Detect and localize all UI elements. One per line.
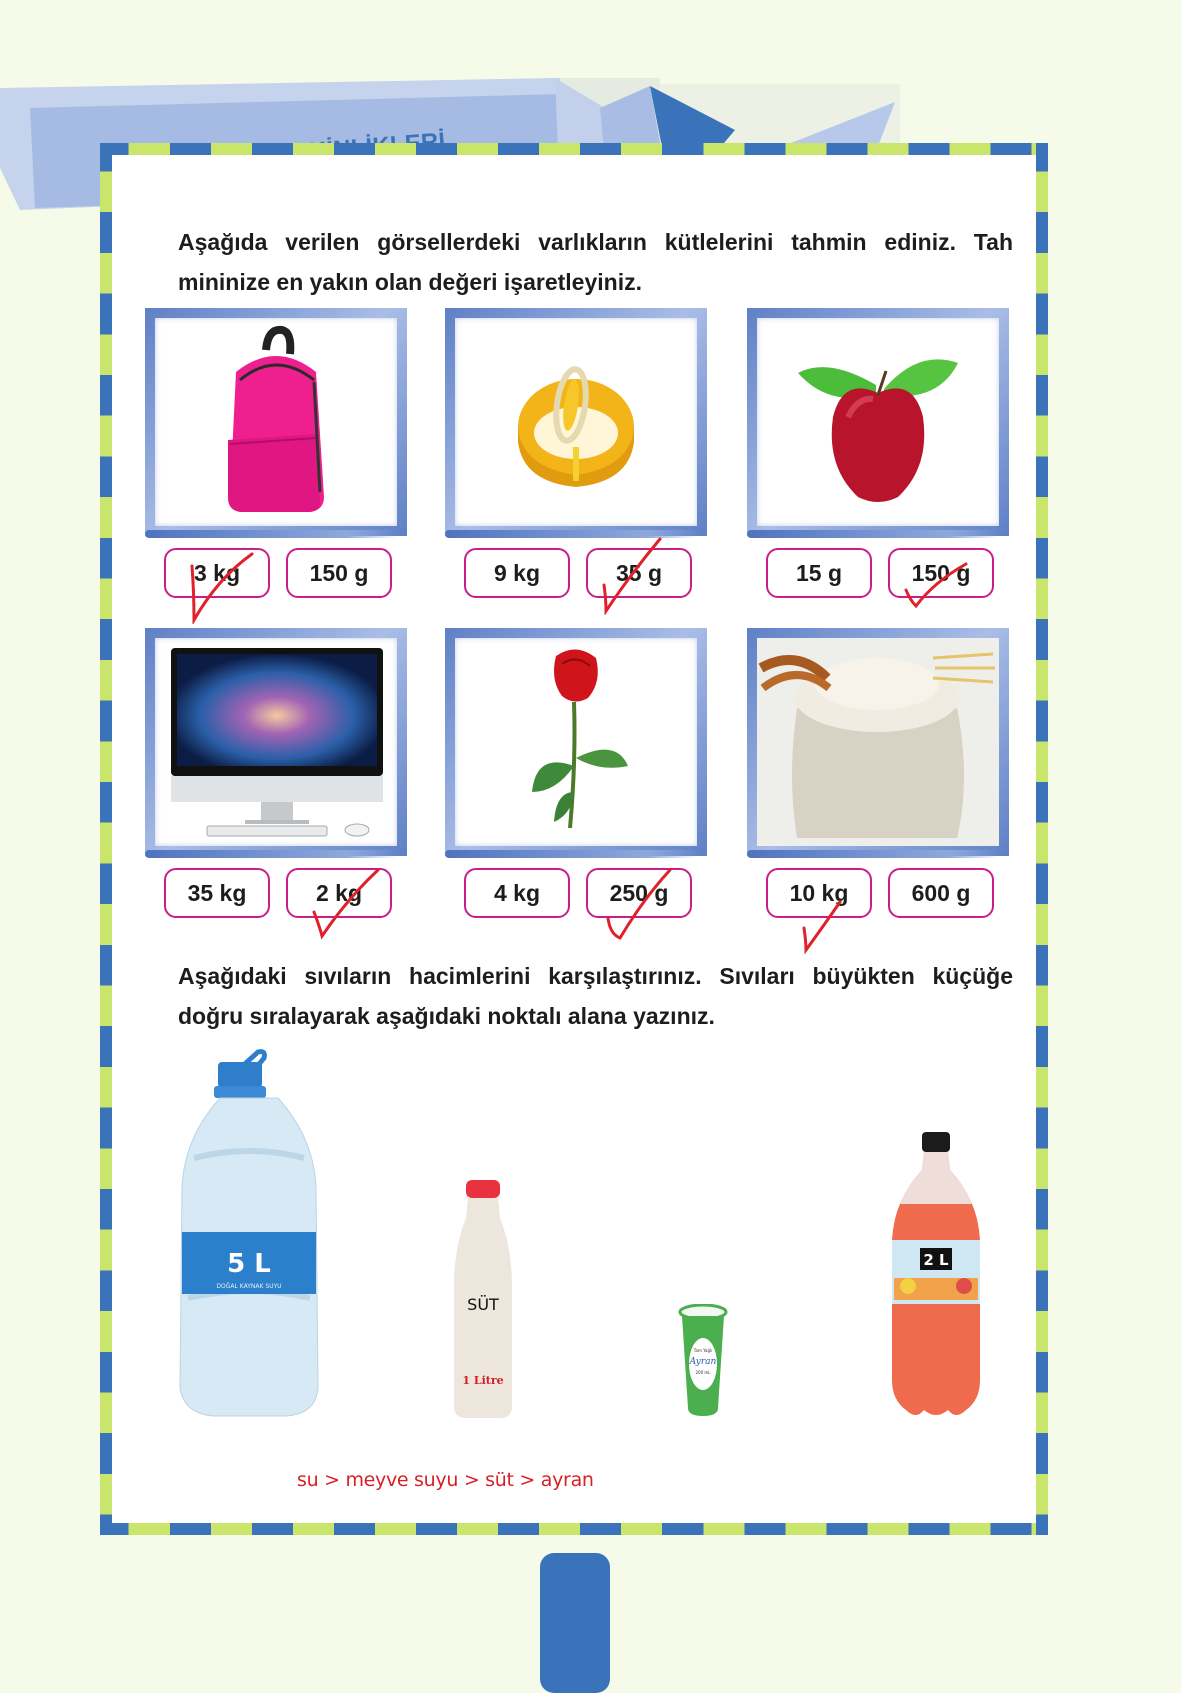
option-bracelet-1[interactable]: 35 g xyxy=(586,548,692,598)
svg-text:5 L: 5 L xyxy=(227,1249,271,1279)
instruction-volume: Aşağıdaki sıvıların hacimlerini karşılaştırınız. Sıvıları büyükten küçüğe doğru sıralayarak aşağıdaki noktalı alana yazınız. xyxy=(178,963,1013,1029)
option-backpack-0[interactable]: 3 kg xyxy=(164,548,270,598)
option-backpack-1[interactable]: 150 g xyxy=(286,548,392,598)
answer-text: su > meyve suyu > süt > ayran xyxy=(297,1469,594,1491)
water-bottle-icon xyxy=(174,1048,324,1420)
liquids-row xyxy=(160,1040,1020,1420)
card-backpack xyxy=(145,308,407,536)
option-apple-1[interactable]: 150 g xyxy=(888,548,994,598)
milk-bottle-icon xyxy=(452,1178,514,1420)
svg-text:1 Litre: 1 Litre xyxy=(462,1374,504,1387)
card-rose xyxy=(445,628,707,856)
options-rose xyxy=(464,868,692,918)
card-flour-sack xyxy=(747,628,1009,856)
bracelet-icon xyxy=(501,347,651,497)
flour-sack-icon xyxy=(757,638,999,846)
svg-text:200 mL: 200 mL xyxy=(695,1370,711,1375)
rose-icon xyxy=(496,642,656,842)
card-gold-bracelet xyxy=(445,308,707,536)
card-apple xyxy=(747,308,1009,536)
options-computer xyxy=(164,868,392,918)
svg-text:SÜT: SÜT xyxy=(467,1295,499,1314)
option-rose-1[interactable]: 250 g xyxy=(586,868,692,918)
computer-icon xyxy=(161,642,391,842)
backpack-icon xyxy=(196,322,356,522)
options-apple xyxy=(766,548,994,598)
svg-text:Ayran: Ayran xyxy=(689,1357,717,1367)
option-bracelet-0[interactable]: 9 kg xyxy=(464,548,570,598)
page-tab-decoration xyxy=(540,1553,610,1693)
options-bracelet xyxy=(464,548,692,598)
juice-bottle-icon xyxy=(886,1130,986,1420)
svg-text:Tam Yağlı: Tam Yağlı xyxy=(693,1348,713,1353)
option-flour-1[interactable]: 600 g xyxy=(888,868,994,918)
svg-text:2 L: 2 L xyxy=(923,1251,949,1269)
option-flour-0[interactable]: 10 kg xyxy=(766,868,872,918)
option-apple-0[interactable]: 15 g xyxy=(766,548,872,598)
option-computer-0[interactable]: 35 kg xyxy=(164,868,270,918)
apple-icon xyxy=(788,337,968,507)
instruction-mass: Aşağıda verilen görsellerdeki varlıkların kütlelerini tahmin ediniz. Tah mininize en yakın olan değeri işaretleyiniz. xyxy=(178,229,1013,295)
svg-text:DOĞAL KAYNAK SUYU: DOĞAL KAYNAK SUYU xyxy=(216,1283,282,1290)
card-computer xyxy=(145,628,407,856)
option-rose-0[interactable]: 4 kg xyxy=(464,868,570,918)
option-computer-1[interactable]: 2 kg xyxy=(286,868,392,918)
options-flour-sack xyxy=(766,868,994,918)
ayran-cup-icon xyxy=(678,1304,728,1418)
options-backpack xyxy=(164,548,392,598)
